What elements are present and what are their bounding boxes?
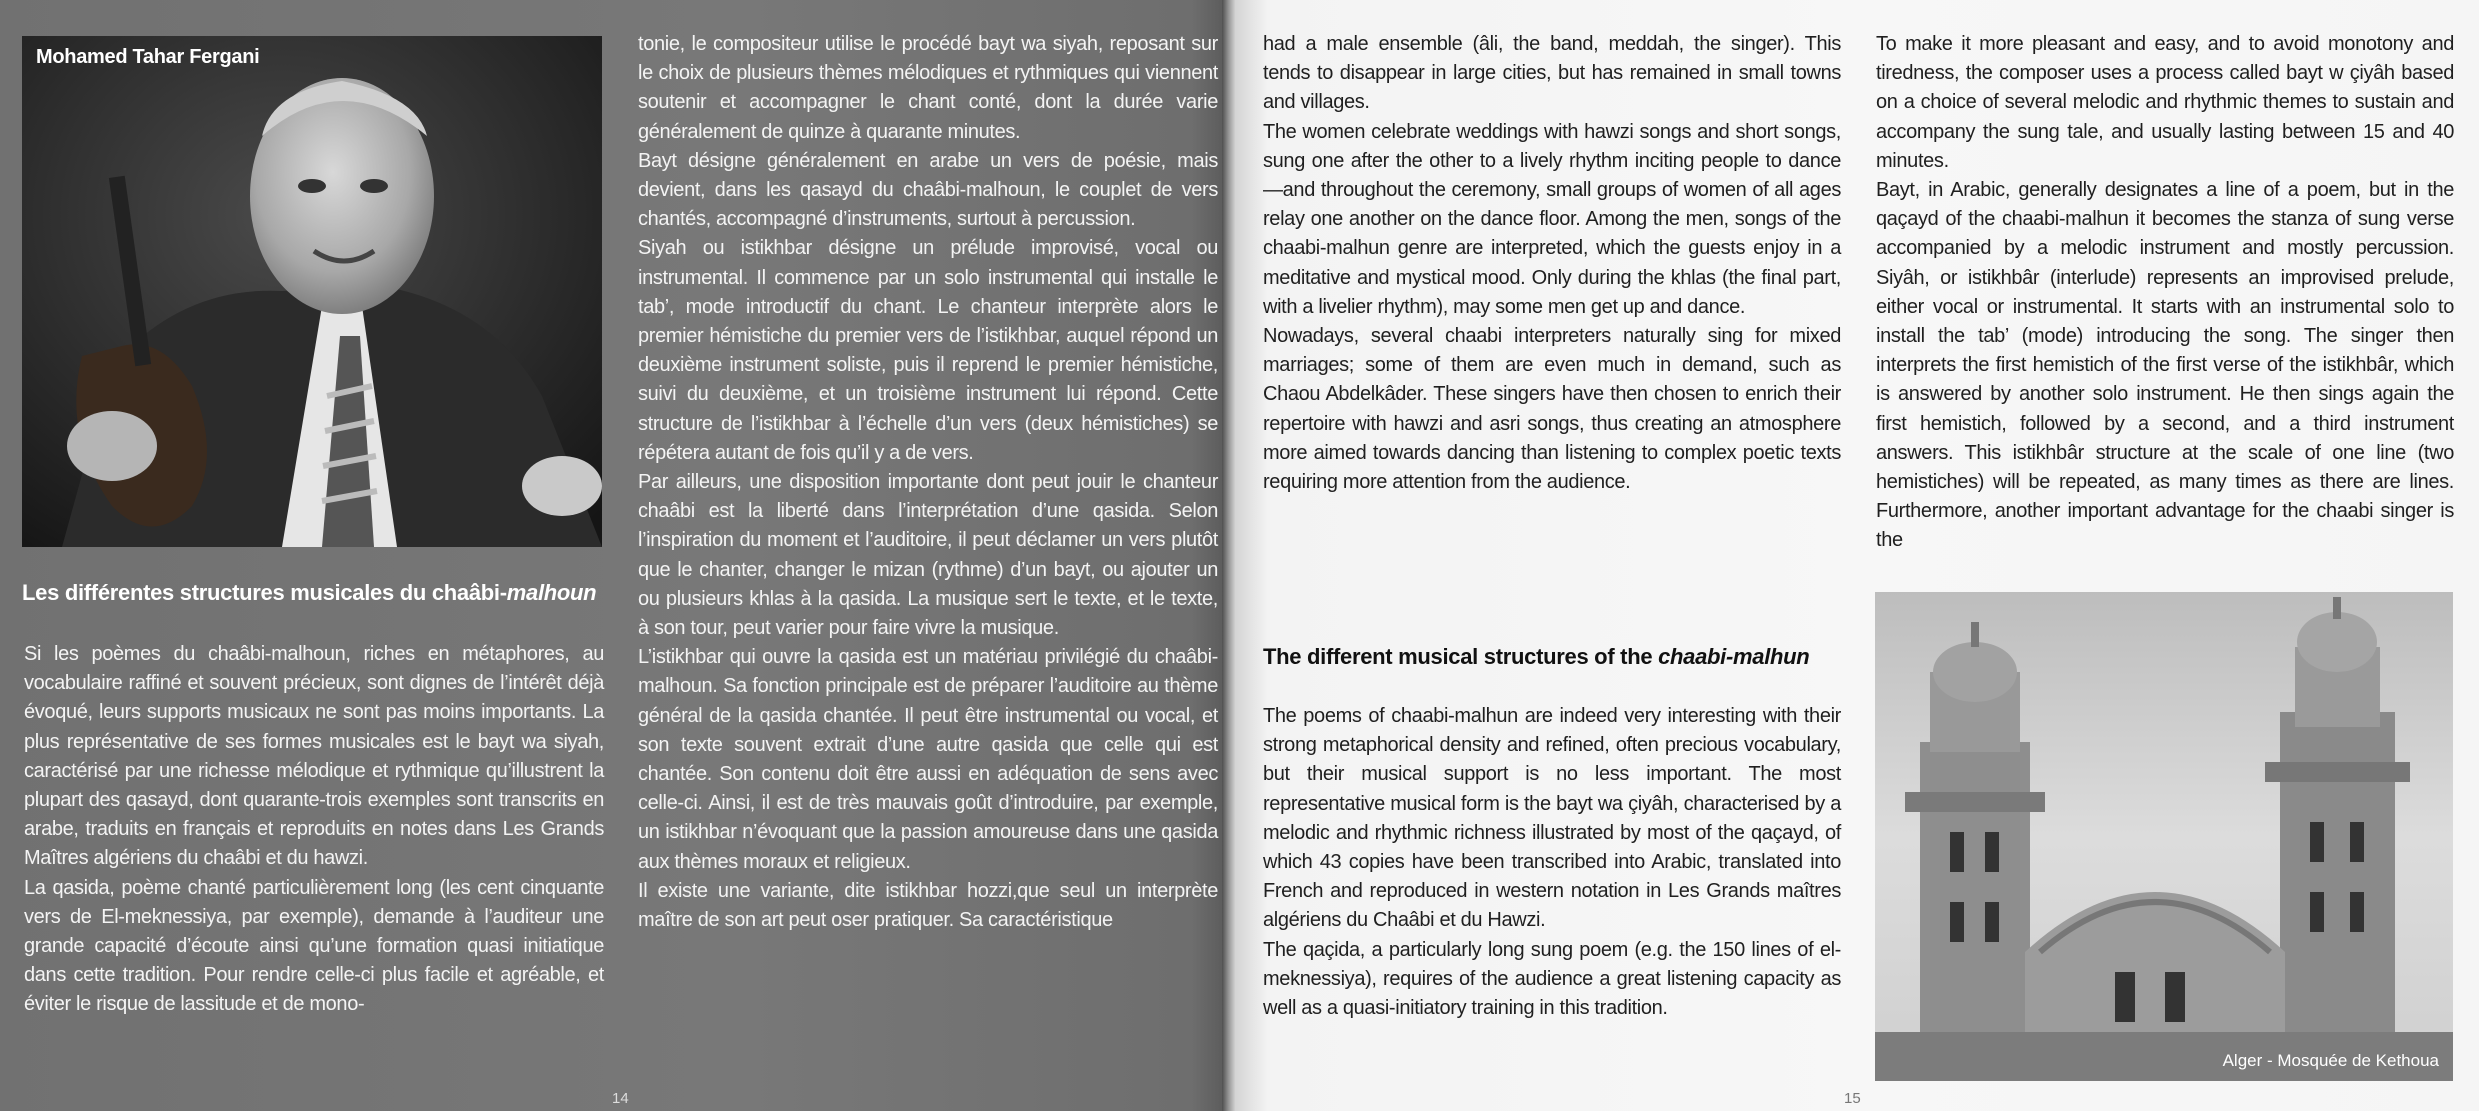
paragraph: Si les poèmes du chaâbi-malhoun, riches en métaphores, au vocabulaire raffiné et souvent précieux, sont dignes de l’intérêt déjà évoqué, leurs supports musicaux ne sont pas moins importants. La plus représentative de ses formes musicales est le bayt wa siyah, caractérisé par une richesse mélodique et rythmique qu’illustrent la plupart des qasayd, dont quarante-trois exemples sont transcrits en arabe, traduits en français et reproduits en notes dans Les Grands Maîtres algériens du chaâbi et du hawzi. [24, 643, 604, 870]
paragraph: The qaçida, a particularly long sung poem (e.g. the 150 lines of el-meknessiya), requires of the audience a great listening capacity as well as a quasi-initiatory training in this tradition. [1263, 938, 1841, 1020]
musician-portrait-image [22, 36, 602, 547]
paragraph: Bayt désigne généralement en arabe un vers de poésie, mais devient, dans les qasayd du chaâbi-malhoun, le couplet de vers chantés, accompagné d’instruments, surtout à percussion. [638, 149, 1218, 231]
paragraph: Nowadays, several chaabi interpreters naturally sing for mixed marriages; some of them are even much in demand, such as Chaou Abdelkâder. These singers have then chosen to enrich their repertoire with hawzi and asri songs, thus creating an atmosphere more aimed towards dancing than listening to complex poetic texts requiring more attention from the audience. [1263, 325, 1841, 494]
paragraph: Par ailleurs, une disposition importante dont peut jouir le chanteur chaâbi est la liberté dans l’interprétation d’une qasida. Selon l’inspiration du moment et l’auditoire, il peut déclamer un vers plutôt que le chanter, changer le mizan (rythme) d’un bayt, ou ajouter un ou plusieurs khlas à la qasida. La musique sert le texte, et le texte, à son tour, peut varier pour faire vivre la musique. [638, 471, 1218, 640]
right-heading-italic: chaabi-malhun [1658, 644, 1810, 669]
right-column-1-bottom [1263, 702, 1841, 1023]
right-column-2 [1876, 30, 2454, 556]
page-number-right: 15 [1844, 1090, 1861, 1107]
paragraph: tonie, le compositeur utilise le procédé bayt wa siyah, reposant sur le choix de plusieurs thèmes mélodiques et rythmiques qui viennent soutenir et accompagner le chant conté, dont la durée varie généralement de quinze à quarante minutes. [638, 33, 1218, 143]
paragraph: La qasida, poème chanté particulièrement long (les cent cinquante vers de El-meknessiya, par exemple), demande à l’auditeur une grande capacité d’écoute ainsi qu’une formation quasi initiatique dans cette tradition. Pour rendre celle-ci plus facile et agréable, et éviter le risque de lassitude et de mono- [24, 876, 604, 1016]
paragraph: Siyah ou istikhbar désigne un prélude improvisé, vocal ou instrumental. Il commence par un solo instrumental qui installe le tab’, mode introductif du chant. Le chanteur interprète alors le premier hémistiche du premier vers de l’istikhbar, auquel répond un deuxième instrument soliste, puis il reprend le premier hémistiche, suivi du deuxième, et un troisième instrument lui répond. Cette structure de l’istikhbar à l’échelle d’un vers (deux hémistiches) se répétera autant de fois qu’il y a de vers. [638, 237, 1218, 464]
page-number-left: 14 [612, 1090, 629, 1107]
paragraph: had a male ensemble (âli, the band, meddah, the singer). This tends to disappear in large cities, but has remained in small towns and villages. [1263, 33, 1841, 114]
paragraph: Bayt, in Arabic, generally designates a line of a poem, but in the qaçayd of the chaabi-malhun it becomes the stanza of sung verse accompanied by a melodic instrument and mostly percussion. Siyâh, or istikhbâr (interlude) represents an improvised prelude, either vocal or instrumental. It starts with an instrumental solo to install the tab’ (mode) introducing the song. The singer then interprets the first hemistich of the first verse of the istikhbâr, which is answered by another solo instrument. He then sings again the first hemistich, followed by a second, and a third instrument answers. This istikhbâr structure at the scale of one line (two hemistiches) will be repeated, as many times as there are lines. Furthermore, another important advantage for the chaabi singer is the [1876, 179, 2454, 552]
paragraph: The women celebrate weddings with hawzi songs and short songs, sung one after the other to a lively rhythm inciting people to dance—and throughout the ceremony, small groups of women of all ages relay one another on the dance floor. Among the men, songs of the chaabi-malhun genre are interpreted, which the guests enjoy in a meditative and mystical mood. Only during the khlas (the final part, with a livelier rhythm), may some men get up and dance. [1263, 120, 1841, 318]
left-heading-italic: malhoun [506, 580, 597, 605]
left-section-heading [22, 580, 596, 606]
photo-caption: Mohamed Tahar Fergani [36, 46, 260, 68]
left-column-2 [638, 30, 1218, 935]
right-section-heading [1263, 644, 1809, 670]
right-heading-text: The different musical structures of the [1263, 644, 1659, 669]
paragraph: To make it more pleasant and easy, and to avoid monotony and tiredness, the composer uses a process called bayt w çiyâh based on a choice of several melodic and rhythmic themes to sustain and accompany the sung tale, and usually lasting between 15 and 40 minutes. [1876, 33, 2454, 172]
left-heading-text: Les différentes structures musicales du chaâbi- [22, 580, 507, 605]
mosque-image [1875, 592, 2453, 1081]
book-spine [1222, 0, 1236, 1111]
right-column-1-top [1263, 30, 1841, 497]
mosque-caption: Alger - Mosquée de Kethoua [2222, 1051, 2439, 1070]
mosque-photo [1875, 592, 2453, 1081]
left-column-1 [24, 640, 604, 1020]
musician-photo [22, 36, 602, 547]
paragraph: The poems of chaabi-malhun are indeed very interesting with their strong metaphorical density and refined, often precious vocabulary, but their musical support is no less important. The most representative musical form is the bayt wa çiyâh, characterised by a melodic and rhythmic richness illustrated by most of the qaçayd, of which 43 copies have been transcribed into Arabic, translated into French and reproduced in western notation in Les Grands maîtres algériens du Chaâbi et du Hawzi. [1263, 705, 1841, 932]
paragraph: L’istikhbar qui ouvre la qasida est un matériau privilégié du chaâbi-malhoun. Sa fonction principale est de préparer l’auditoire au thème général de la qasida chantée. Il peut être instrumental ou vocal, et son texte souvent extrait d’une autre qasida que celle qui est chantée. Son contenu doit être aussi en adéquation de sens avec celle-ci. Ainsi, il est de très mauvais goût d’introduire, par exemple, un istikhbar n’évoquant que la passion amoureuse dans une qasida aux thèmes moraux et religieux. [638, 646, 1218, 873]
paragraph: Il existe une variante, dite istikhbar hozzi,que seul un interprète maître de son art peut oser pratiquer. Sa caractéristique [638, 879, 1218, 932]
